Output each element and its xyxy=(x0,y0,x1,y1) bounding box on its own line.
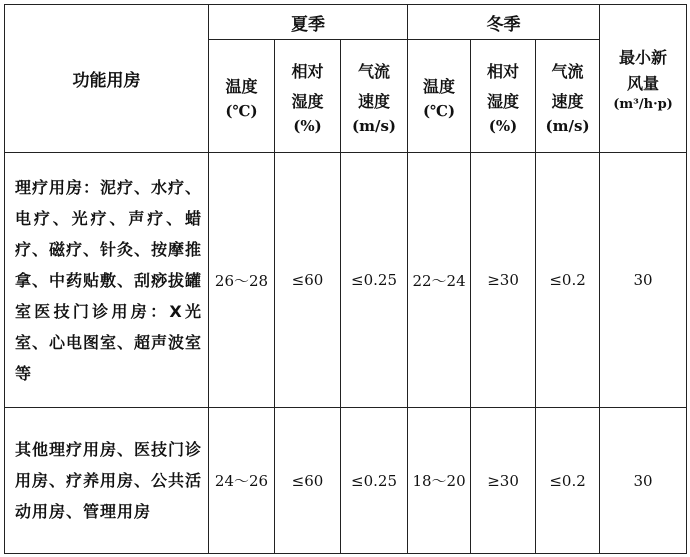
winter-humidity-cell: ≥30 xyxy=(471,408,536,554)
table-row xyxy=(5,153,687,408)
summer-humidity-cell: ≤60 xyxy=(275,408,341,554)
header-winter-airflow-unit: (m/s) xyxy=(545,117,590,135)
header-min-fresh-air-unit: (m³/h·p) xyxy=(613,97,673,112)
header-winter-temperature xyxy=(408,40,471,153)
header-min-fresh-air-label: 最小新 风量 xyxy=(619,48,668,93)
header-summer-airflow-unit: (m/s) xyxy=(352,117,397,135)
header-summer-temperature xyxy=(209,40,275,153)
winter-airflow-cell: ≤0.2 xyxy=(536,408,600,554)
header-winter-humidity-unit: (%) xyxy=(488,117,518,135)
header-summer-humidity xyxy=(275,40,341,153)
header-winter-label: 冬季 xyxy=(486,14,521,35)
header-summer-label: 夏季 xyxy=(291,14,326,35)
hvac-parameter-table xyxy=(4,4,687,554)
summer-humidity-cell: ≤60 xyxy=(275,153,341,408)
header-min-fresh-air xyxy=(600,5,687,153)
table-row xyxy=(5,408,687,554)
summer-airflow-cell: ≤0.25 xyxy=(341,408,408,554)
winter-temperature-cell: 22～24 xyxy=(408,153,471,408)
summer-temperature-cell: 24～26 xyxy=(209,408,275,554)
room-function-cell: 理疗用房：泥疗、水疗、电疗、光疗、声疗、蜡疗、磁疗、针灸、按摩推拿、中药贴敷、刮痧拔罐室医技门诊用房：X光室、心电图室、超声波室等 xyxy=(5,153,209,408)
hvac-parameter-table-container xyxy=(4,4,686,553)
header-winter-humidity xyxy=(471,40,536,153)
header-winter-temperature-label: 温度 xyxy=(423,77,456,96)
header-room-function xyxy=(5,5,209,153)
header-summer-humidity-unit: (%) xyxy=(293,117,322,135)
min-fresh-air-cell: 30 xyxy=(600,153,687,408)
header-winter-airflow-label: 气流 速度 xyxy=(551,62,584,111)
header-winter-temperature-unit: (℃) xyxy=(422,102,456,120)
summer-airflow-cell: ≤0.25 xyxy=(341,153,408,408)
header-summer-airflow-label: 气流 速度 xyxy=(358,62,391,111)
header-winter-humidity-label: 相对 湿度 xyxy=(487,62,520,111)
summer-temperature-cell: 26～28 xyxy=(209,153,275,408)
header-winter-airflow xyxy=(536,40,600,153)
header-row-groups xyxy=(5,5,687,40)
min-fresh-air-cell: 30 xyxy=(600,408,687,554)
winter-humidity-cell: ≥30 xyxy=(471,153,536,408)
header-summer-temperature-label: 温度 xyxy=(225,77,258,96)
header-summer-humidity-label: 相对 湿度 xyxy=(291,62,324,111)
winter-airflow-cell: ≤0.2 xyxy=(536,153,600,408)
header-summer-airflow xyxy=(341,40,408,153)
header-summer xyxy=(209,5,408,40)
header-room-function-label: 功能用房 xyxy=(72,71,141,91)
header-summer-temperature-unit: (℃) xyxy=(225,102,258,120)
room-function-cell: 其他理疗用房、医技门诊用房、疗养用房、公共活动用房、管理用房 xyxy=(5,408,209,554)
winter-temperature-cell: 18～20 xyxy=(408,408,471,554)
header-winter xyxy=(408,5,600,40)
